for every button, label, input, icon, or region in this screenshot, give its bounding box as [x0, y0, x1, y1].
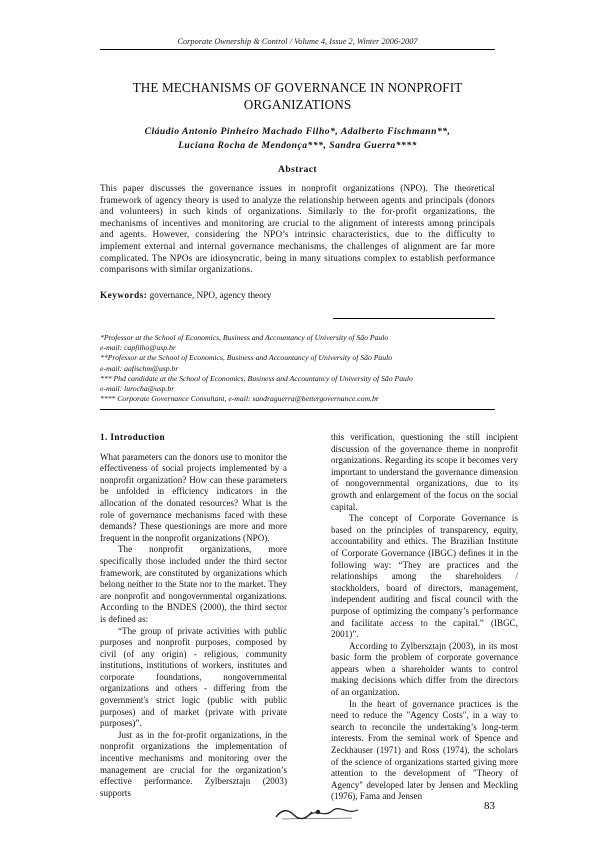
footnote-1: *Professor at the School of Economics, Business and Accountancy of University of São Paulo [100, 333, 389, 342]
authors-line-1: Cláudio Antonio Pinheiro Machado Filho*, Adalberto Fischmann**, [144, 126, 451, 137]
paragraph: this verification, questioning the still incipient discussion of the governance theme in nonprofit organizations. Regarding its scope it becomes very important to understand the governance dimension of nongovernmental organizations, due to its growth and enlargement of the focus on the social capital. [331, 432, 518, 512]
footnote-email-2: e-mail: aafischm@usp.br [100, 363, 179, 373]
paragraph: The concept of Corporate Governance is based on the principles of transparency, equity, accountability and ethics. The Brazilian Institute of Corporate Governance (IBGC) defines it in the following way: “They are practices and the relationships among the shareholders / stockholders, board of directors, management, independent auditing and fiscal council with the purpose of optimizing the company’s performance and facilitate access to the capital.” (IBGC, 2001)”. [331, 513, 518, 640]
footnotes [100, 333, 495, 404]
publisher-logo-icon [272, 803, 362, 823]
footnote-2: **Professor at the School of Economics, Business and Accountancy of University of São Paulo [100, 353, 393, 363]
right-column [331, 432, 518, 803]
left-column [100, 432, 287, 799]
authors-line-2: Luciana Rocha de Mendonça***, Sandra Guerra**** [178, 140, 417, 151]
abstract-heading: Abstract [278, 164, 317, 175]
paragraph: According to Zylbersztajn (2003), in its most basic form the problem of corporate governance appears when a shareholder wants to control making decisions which differ from the directors of an organization. [331, 640, 518, 698]
paragraph: What parameters can the donors use to monitor the effectiveness of social projects implemented by a nonprofit organization? How can these parameters be unfolded in efficiency indicators in the allocation of the donated resources? What is the role of governance mechanisms faced with these demands? These questionings are more and more frequent in the nonprofit organizations (NPO). [100, 451, 287, 543]
keywords-label: Keywords: [100, 290, 148, 300]
running-header: Corporate Ownership & Control / Volume 4, Issue 2, Winter 2006-2007 [177, 37, 418, 46]
header-rule [100, 49, 495, 50]
section-heading: 1. Introduction [100, 432, 166, 442]
paragraph: The nonprofit organizations, more specifically those included under the third sector framework, are constituted by organizations which belong neither to the State nor to the market. They are nonprofit and nongovernmental organizations. According to the BNDES (2000), the third sector is defined as: [100, 544, 287, 624]
keywords-text: governance, NPO, agency theory [149, 290, 272, 300]
footnotes-rule [100, 409, 495, 410]
footnote-email-3: e-mail: lurocha@usp.br [100, 384, 175, 394]
block-quote: “The group of private activities with public purposes and nonprofit purposes, composed by civil (of any origin) - religious, community institutions, institutions of workers, institutes and corporate foundations, nongovernmental organizations and others - differing from the government's strict logic (public with public purposes) and of market (private with private purposes)”. [100, 625, 287, 729]
keywords [100, 290, 495, 300]
paragraph: Just as in the for-profit organizations, in the nonprofit organizations the implementation of incentive mechanisms and monitoring over the management are crucial for the organization’s effective performance. Zylbersztajn (2003) supports [100, 729, 287, 798]
paper-title: THE MECHANISMS OF GOVERNANCE IN NONPROFIT ORGANIZATIONS [132, 80, 463, 112]
page-number: 83 [484, 800, 495, 812]
footnote-3: *** Phd candidate at the School of Economics, Business and Accountancy of University of São Paulo [100, 373, 413, 383]
authors [100, 125, 495, 153]
footnote-email-1: e-mail: capfilho@usp.br [100, 343, 176, 353]
abstract-text: This paper discusses the governance issues in nonprofit organizations (NPO). The theoretical framework of agency theory is used to analyze the relationship between agents and principals (donors and volunteers) in such kinds of organizations. Similarly to the for-profit organizations, the mechanisms of incentives and monitoring are crucial to the alignment of interests among principals and agents. However, considering the NPO’s intrinsic characteristics, due to the difficulty to implement external and internal governance mechanisms, the challenges of alignment are far more complicated. The NPOs are idiosyncratic, being in many situations complex to establish performance comparisons with similar organizations. [100, 183, 495, 275]
footnote-4: **** Corporate Governance Consultant, e-mail: sandraguerra@bettergovernance.com.br [100, 394, 379, 404]
paragraph: In the heart of governance practices is the need to reduce the "Agency Costs", in a way to search to reconcile the undertaking’s long-term interests. From the seminal work of Spence and Zeckhauser (1971) and Ross (1974), the scholars of the science of organizations started giving more attention to the development of "Theory of Agency" developed later by Jensen and Meckling (1976), Fama and Jensen [331, 698, 518, 802]
keywords-rule [333, 318, 495, 319]
